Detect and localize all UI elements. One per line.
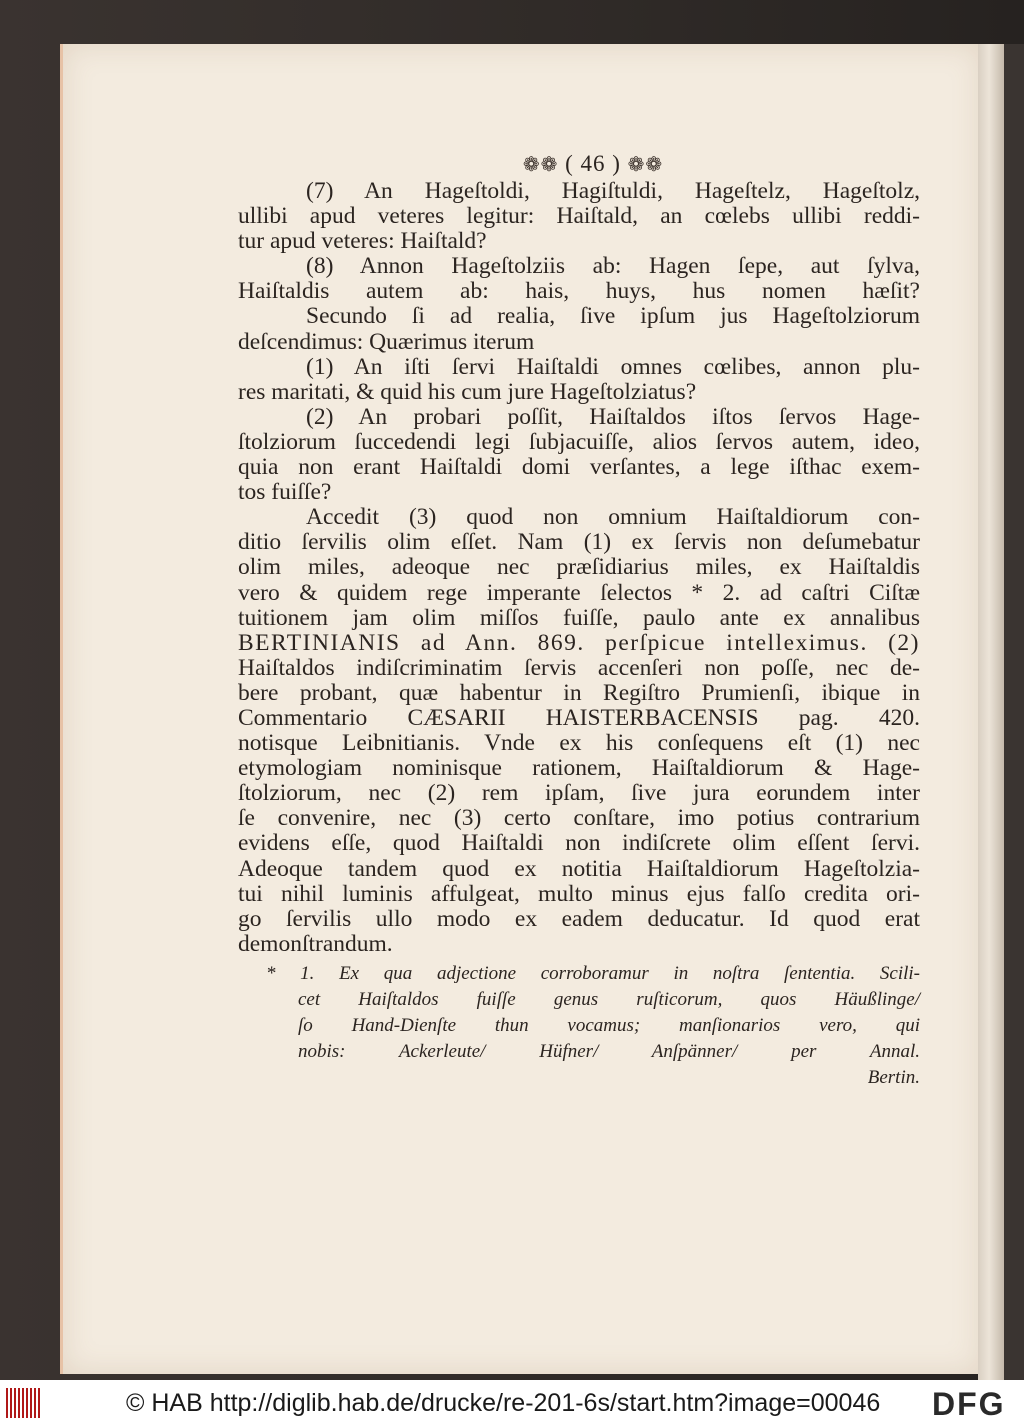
text-line: (2) An probari poſſit, Haiſtaldos iſtos ſervos Hage- bbox=[306, 403, 920, 430]
text-line: tui nihil luminis affulgeat, multo minus ejus falſo credita ori- bbox=[238, 880, 920, 907]
text-line: ſtolziorum ſuccedendi legi ſubjacuiſſe, alios ſervos autem, ideo, bbox=[238, 428, 920, 455]
text-line: Accedit (3) quod non omnium Haiſtaldiorum con- bbox=[306, 504, 920, 531]
text-line: tos fuiſſe? bbox=[238, 479, 332, 506]
footnote-line: nobis: Ackerleute/ Hüfner/ Anſpänner/ per Annal. bbox=[298, 1040, 920, 1062]
text-line: tuitionem jam olim miſſos fuiſſe, paulo ante ex annalibus bbox=[238, 604, 920, 631]
text-line: deſcendimus: Quærimus iterum bbox=[238, 328, 535, 355]
text-line: ditio ſervilis olim eſſet. Nam (1) ex ſervis non deſumebatur bbox=[238, 529, 920, 556]
text-line: demonſtrandum. bbox=[238, 930, 393, 957]
text-line: Commentario CÆSARII HAISTERBACENSIS pag. 420. bbox=[238, 704, 920, 731]
text-line: Haiſtaldos indiſcriminatim ſervis accenſeri non poſſe, nec de- bbox=[238, 654, 920, 681]
text-line: evidens eſſe, quod Haiſtaldi non indiſcrete olim eſſent ſervi. bbox=[238, 830, 920, 857]
ornament-right-icon: ❁❁ bbox=[627, 154, 664, 176]
text-line: notisque Leibnitianis. Vnde ex his conſequens eſt (1) nec bbox=[238, 730, 920, 757]
text-line: ſe convenire, nec (3) certo conſtare, imo potius contrarium bbox=[238, 805, 920, 832]
page-text bbox=[238, 150, 920, 1091]
body-text bbox=[238, 179, 920, 957]
text-line: (7) An Hageſtoldi, Hagiſtuldi, Hageſtelz, Hageſtolz, bbox=[306, 178, 920, 204]
text-line: Secundo ſi ad realia, ſive ipſum jus Hageſtolziorum bbox=[306, 303, 920, 330]
text-line: res maritati, & quid his cum jure Hageſtolziatus? bbox=[238, 378, 697, 405]
page-number: ( 46 ) bbox=[565, 151, 621, 176]
footer-copyright-link[interactable]: © HAB http://diglib.hab.de/drucke/re-201-6s/start.htm?image=00046 bbox=[126, 1389, 881, 1417]
page-header bbox=[266, 150, 920, 179]
text-line: BERTINIANIS ad Ann. 869. perſpicue intelleximus. (2) bbox=[238, 629, 920, 656]
text-line: vero & quidem rege imperante ſelectos * 2. ad caſtri Ciſtæ bbox=[238, 579, 920, 606]
text-line: go ſervilis ullo modo ex eadem deducatur. Id quod erat bbox=[238, 905, 920, 932]
text-line: etymologiam nominisque rationem, Haiſtaldiorum & Hage- bbox=[238, 755, 920, 782]
text-line: (8) Annon Hageſtolziis ab: Hagen ſepe, aut ſylva, bbox=[306, 253, 920, 280]
text-line: bere probant, quæ habentur in Regiſtro Prumienſi, ibique in bbox=[238, 679, 920, 706]
text-line: (1) An iſti ſervi Haiſtaldi omnes cœlibes, annon plu- bbox=[306, 353, 920, 380]
text-line: Haiſtaldis autem ab: hais, huys, hus nomen hæſit? bbox=[238, 278, 920, 305]
ornament-left-icon: ❁❁ bbox=[522, 154, 559, 176]
book-binding-edge bbox=[1004, 44, 1024, 1380]
text-line: ſtolziorum, nec (2) rem ipſam, ſive jura eorundem inter bbox=[238, 780, 920, 807]
footnote-line: cet Haiſtaldos fuiſſe genus ruſticorum, quos Häußlinge/ bbox=[298, 988, 920, 1010]
footer-bar bbox=[0, 1380, 1024, 1428]
dfg-logo: DFG bbox=[932, 1386, 1006, 1422]
library-logo-icon bbox=[6, 1388, 40, 1418]
text-line: ullibi apud veteres legitur: Haiſtald, an cœlebs ullibi reddi- bbox=[238, 203, 920, 230]
footnote-line: Bertin. bbox=[867, 1066, 920, 1088]
text-line: tur apud veteres: Haiſtald? bbox=[238, 228, 487, 255]
footnote bbox=[178, 961, 920, 1091]
page-edge bbox=[978, 44, 1006, 1380]
text-line: Adeoque tandem quod ex notitia Haiſtaldiorum Hageſtolzia- bbox=[238, 855, 920, 882]
text-line: quia non erant Haiſtaldi domi verſantes, a lege iſthac exem- bbox=[238, 454, 920, 481]
footnote-line: ſo Hand-Dienſte thun vocamus; manſionarios vero, qui bbox=[298, 1014, 920, 1036]
footnote-line: * 1. Ex qua adjectione corroboramur in noſtra ſententia. Scili- bbox=[266, 962, 920, 984]
text-line: olim miles, adeoque nec præſidiarius miles, ex Haiſtaldis bbox=[238, 554, 920, 581]
